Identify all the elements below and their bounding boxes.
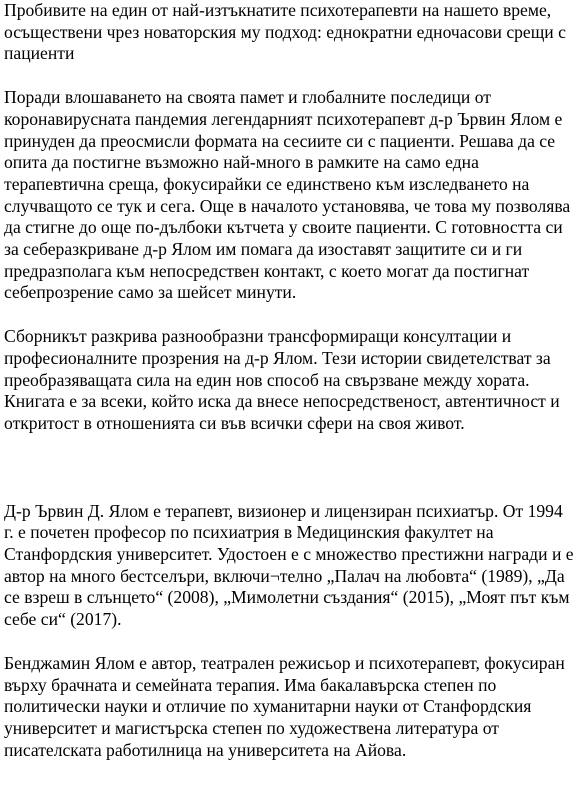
intro-heading: Пробивите на един от най-изтъкнатите психотерапевти на нашето време, осъществени чрез новаторския му подход: еднократни едночасови срещи с пациенти — [4, 0, 566, 64]
document-body — [4, 0, 574, 761]
author-bio-irvin-yalom: Д-р Ървин Д. Ялом е терапевт, визионер и лицензиран психиатър. От 1994 г. е почетен професор по психиатрия в Медицинския факултет на Станфордския университет. Удостоен е с множество престижни награди и е автор на много бестселъри, включи¬телно „Палач на любовта“ (1989), „Да се взреш в слънцето“ (2008), „Мимолетни създания“ (2015), „Моят път към себе си“ (2017). — [4, 500, 574, 630]
description-paragraph-1: Поради влошаването на своята памет и глобалните последици от коронавирусната пандемия легендарният психотерапевт д-р Ървин Ялом е принуден да преосмисли формата на сесиите си с пациенти. Решава да се опита да постигне възможно най-много в рамките на само една терапевтична среща, фокусирайки се единствено към изследването на случващото се тук и сега. Още в началото установява, че това му позволява да стигне до още по-дълбоки кътчета у своите пациенти. С готовността си за себеразкриване д-р Ялом им помага да изоставят защитите си и ги предразполага към непосредствен контакт, с което могат да постигнат себепрозрение само за шейсет минути. — [4, 87, 571, 303]
section-spacer — [4, 435, 574, 501]
author-bio-benjamin-yalom: Бенджамин Ялом е автор, театрален режисьор и психотерапевт, фокусиран върху брачната и семейната терапия. Има бакалавърска степен по политически науки и отличие по хуманитарни науки от Станфордския университет и магистърска степен по художествена литература от писателската работилница на университета на Айова. — [4, 652, 565, 760]
spacer — [4, 304, 574, 326]
description-paragraph-2: Сборникът разкрива разнообразни трансформиращи консултации и професионалните прозрения на д-р Ялом. Тези истории свидетелстват за преобразяващата сила на един нов способ на свързване между хората. Книгата е за всеки, който иска да внесе непосредственост, автентичност и откритост в отношенията си във всички сфери на своя живот. — [4, 326, 560, 433]
spacer — [4, 631, 574, 653]
spacer — [4, 65, 574, 87]
